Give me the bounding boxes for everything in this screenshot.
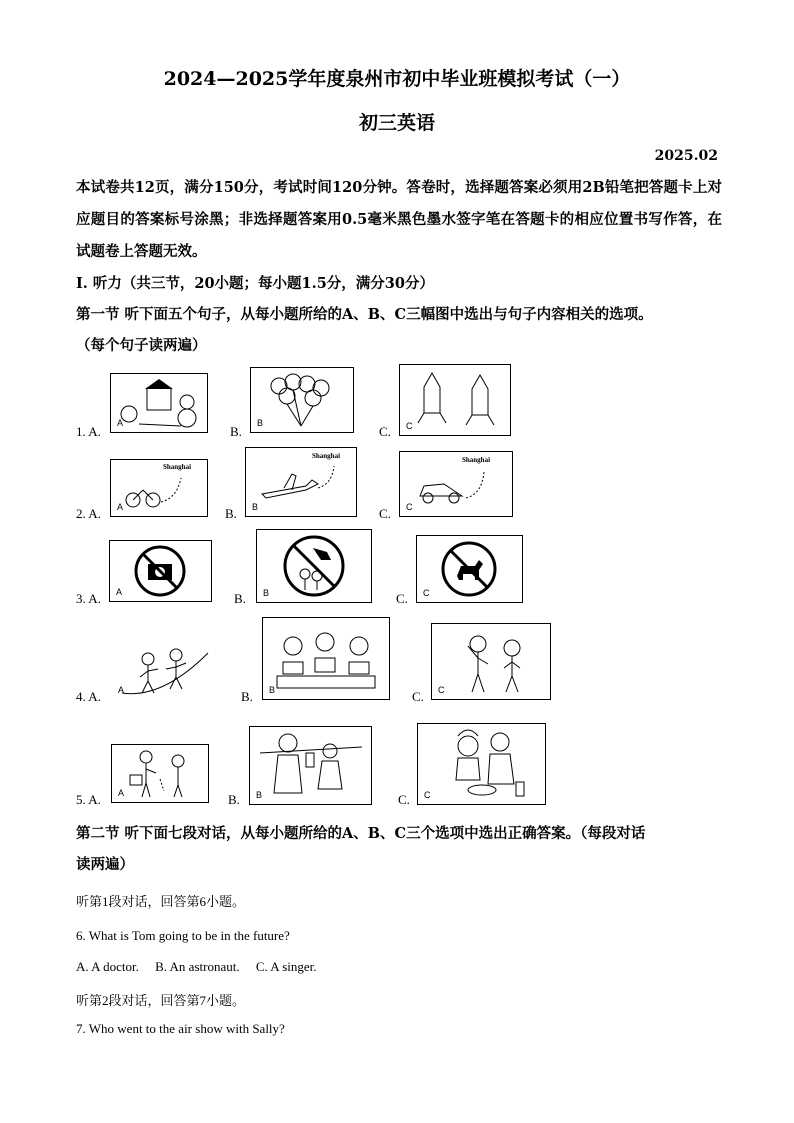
q5-option-c-label: C. <box>398 792 410 807</box>
car-to-shanghai-icon[interactable] <box>399 451 513 517</box>
section1-instruction-note: （每个句子读两遍） <box>76 337 207 354</box>
q2-option-b-label: B. <box>225 506 237 521</box>
cooking-together-icon[interactable] <box>417 723 546 805</box>
kids-standing-icon[interactable] <box>431 623 551 700</box>
instructions: 本试卷共12页，满分150分，考试时间120分钟。答卷时，选择题答案必须用2B铅笔把答题卡上对应题目的答案标号涂黑；非选择题答案用0.5毫米黑色墨水签字笔在答题卡的相应位置书写作答，在试题卷上答题无效。 <box>76 179 722 260</box>
option-tag: A <box>118 685 125 695</box>
section2-instruction: 第二节 听下面七段对话，从每小题所给的A、B、C三个选项中选出正确答案。（每段对话 <box>76 825 646 842</box>
q1-option-a-label: 1. A. <box>76 424 101 439</box>
rockets-picture-icon[interactable] <box>399 364 511 436</box>
option-tag: C <box>406 502 413 512</box>
no-picking-flowers-sign-icon[interactable] <box>256 529 372 603</box>
q1-option-b-label: B. <box>230 424 242 439</box>
page-subtitle: 初三英语 <box>358 112 435 134</box>
option-tag: C <box>438 685 445 695</box>
option-tag: B <box>256 790 263 800</box>
q2-option-c-label: C. <box>379 506 391 521</box>
question-6-options: A. A doctor. B. An astronaut. C. A singer. <box>76 959 317 974</box>
q1-option-c-label: C. <box>379 424 391 439</box>
kids-playing-icon[interactable] <box>111 632 216 700</box>
page-title: 2024—2025学年度泉州市初中毕业班模拟考试（一） <box>163 68 631 90</box>
q3-option-a-label: 3. A. <box>76 591 101 606</box>
option-tag: A <box>118 788 125 798</box>
no-camera-sign-icon[interactable] <box>109 540 212 602</box>
section1-instruction: 第一节 听下面五个句子，从每小题所给的A、B、C三幅图中选出与句子内容相关的选项。 <box>76 306 653 323</box>
option-tag: A <box>117 502 124 512</box>
option-tag: A <box>117 418 124 428</box>
option-tag: B <box>269 685 276 695</box>
option-tag: B <box>257 418 264 428</box>
q3-option-c-label: C. <box>396 591 408 606</box>
option-tag: B <box>252 502 259 512</box>
option-tag: C <box>406 421 413 431</box>
q4-option-c-label: C. <box>412 689 424 704</box>
q5-option-b-label: B. <box>228 792 240 807</box>
q2-option-a-label: 2. A. <box>76 506 101 521</box>
question-6: 6. What is Tom going to be in the future? <box>76 928 290 943</box>
q4-option-b-label: B. <box>241 689 253 704</box>
no-dogs-sign-icon[interactable] <box>416 535 523 603</box>
toys-picture-icon[interactable] <box>110 373 208 433</box>
option-tag: C <box>423 588 430 598</box>
option-tag: B <box>263 588 270 598</box>
option-tag: A <box>116 587 123 597</box>
question-7: 7. Who went to the air show with Sally? <box>76 1021 285 1036</box>
section2-instruction-note: 读两遍） <box>76 856 134 873</box>
shanghai-caption: Shanghai <box>462 456 491 464</box>
plane-to-shanghai-icon[interactable] <box>245 447 357 517</box>
exam-date: 2025.02 <box>654 148 718 164</box>
kids-drawing-icon[interactable] <box>262 617 390 700</box>
q5-option-a-label: 5. A. <box>76 792 101 807</box>
shanghai-caption: Shanghai <box>312 452 341 460</box>
watering-plants-icon[interactable] <box>111 744 209 803</box>
dialog2-prompt: 听第2段对话，回答第7小题。 <box>76 993 246 1008</box>
q4-option-a-label: 4. A. <box>76 689 101 704</box>
bike-to-shanghai-icon[interactable] <box>110 459 208 517</box>
q3-option-b-label: B. <box>234 591 246 606</box>
part1-heading: Ⅰ. 听力（共三节，20小题；每小题1.5分，满分30分） <box>76 275 434 292</box>
drying-clothes-icon[interactable] <box>249 726 372 805</box>
balloons-picture-icon[interactable] <box>250 367 354 433</box>
shanghai-caption: Shanghai <box>163 463 192 471</box>
option-tag: C <box>424 790 431 800</box>
dialog1-prompt: 听第1段对话，回答第6小题。 <box>76 894 246 909</box>
